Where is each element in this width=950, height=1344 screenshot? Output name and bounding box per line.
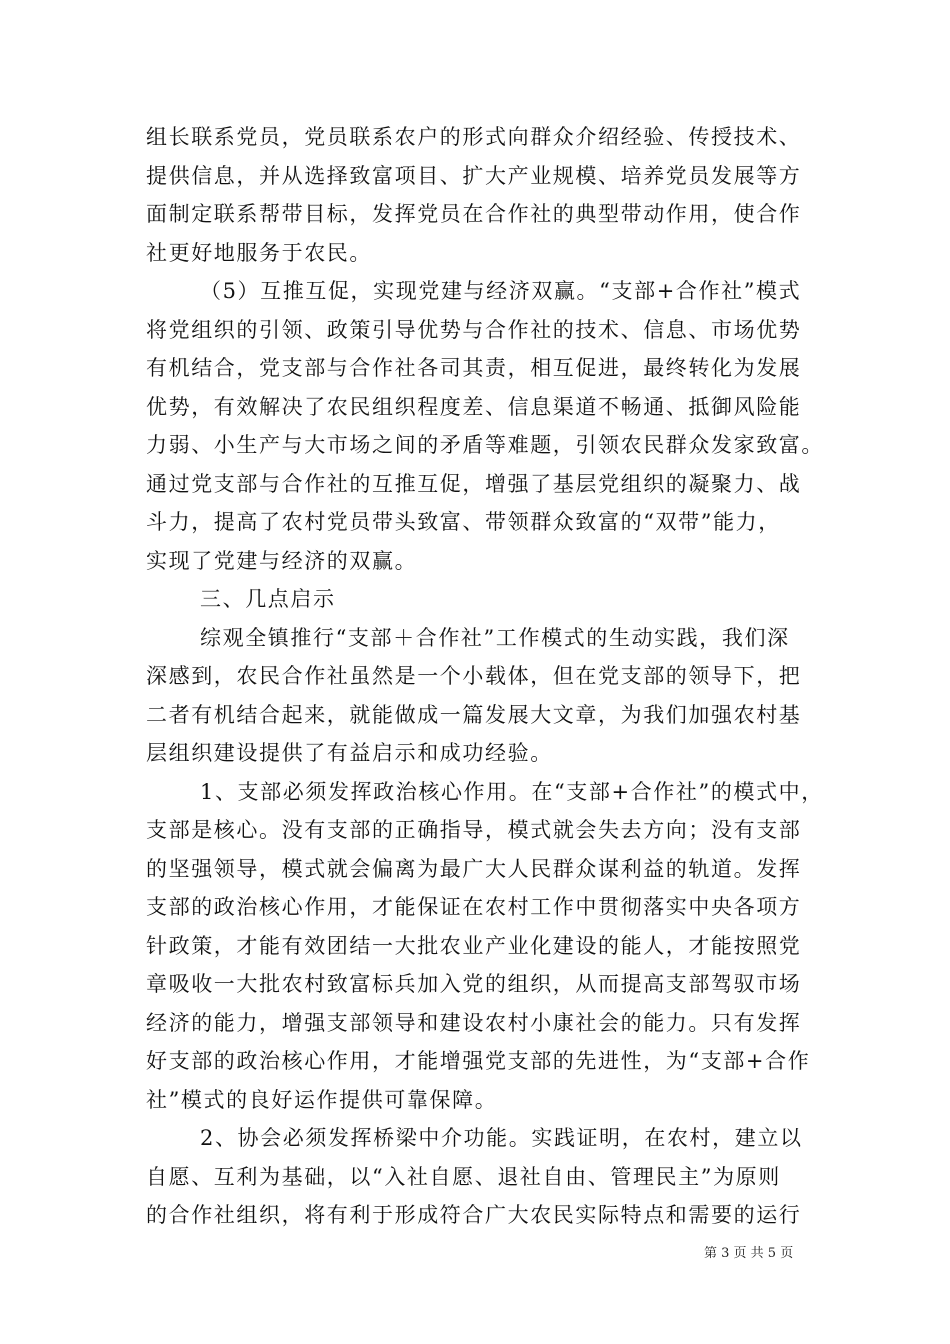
paragraph-start-line: 2、协会必须发挥桥梁中介功能。实践证明，在农村，建立以 (200, 1126, 803, 1150)
text-line: 针政策，才能有效团结一大批农业产业化建设的能人，才能按照党 (146, 933, 802, 958)
text-line: 二者有机结合起来，就能做成一篇发展大文章，为我们加强农村基 (146, 702, 802, 727)
text-line: 的坚强领导，模式就会偏离为最广大人民群众谋利益的轨道。发挥 (146, 856, 802, 881)
text-line: 深感到，农民合作社虽然是一个小载体，但在党支部的领导下，把 (146, 664, 802, 688)
paragraph-start-line: 综观全镇推行“支部＋合作社”工作模式的生动实践，我们深 (200, 625, 790, 650)
text-line: 有机结合，党支部与合作社各司其责，相互促进，最终转化为发展 (146, 356, 802, 380)
text-line: 自愿、互利为基础，以“入社自愿、退社自由、管理民主”为原则 (146, 1164, 781, 1189)
text-line: 的合作社组织，将有利于形成符合广大农民实际特点和需要的运行 (146, 1203, 802, 1227)
text-line: 提供信息，并从选择致富项目、扩大产业规模、培养党员发展等方 (146, 163, 802, 188)
text-line: 优势，有效解决了农民组织程度差、信息渠道不畅通、抵御风险能 (146, 394, 802, 419)
text-line: 支部是核心。没有支部的正确指导，模式就会失去方向；没有支部 (146, 818, 802, 842)
text-line: 组长联系党员，党员联系农户的形式向群众介绍经验、传授技术、 (146, 125, 802, 149)
section-heading: 三、几点启示 (200, 587, 336, 611)
paragraph-start-line: 1、支部必须发挥政治核心作用。在“支部+合作社”的模式中， (200, 779, 824, 804)
paragraph-start-line: （5）互推互促，实现党建与经济双赢。“支部+合作社”模式 (200, 279, 802, 303)
text-line: 斗力，提高了农村党员带头致富、带领群众致富的“双带”能力， (146, 510, 781, 534)
document-body (146, 118, 824, 1235)
page-number: 第 3 页 共 5 页 (704, 1246, 794, 1261)
text-line: 好支部的政治核心作用，才能增强党支部的先进性，为“支部+合作 (146, 1049, 811, 1073)
text-line: 经济的能力，增强支部领导和建设农村小康社会的能力。只有发挥 (146, 1010, 802, 1035)
text-line: 将党组织的引领、政策引导优势与合作社的技术、信息、市场优势 (146, 317, 802, 342)
text-line: 实现了党建与经济的双赢。 (146, 548, 418, 573)
text-line: 社”模式的良好运作提供可靠保障。 (146, 1087, 498, 1112)
text-line: 面制定联系帮带目标，发挥党员在合作社的典型带动作用，使合作 (146, 202, 802, 226)
text-line: 章吸收一大批农村致富标兵加入党的组织，从而提高支部驾驭市场 (146, 972, 802, 996)
text-line: 支部的政治核心作用，才能保证在农村工作中贯彻落实中央各项方 (146, 895, 802, 919)
text-line: 力弱、小生产与大市场之间的矛盾等难题，引领农民群众发家致富。 (146, 433, 824, 457)
text-line: 层组织建设提供了有益启示和成功经验。 (146, 741, 553, 765)
text-line: 社更好地服务于农民。 (146, 240, 372, 265)
text-line: 通过党支部与合作社的互推互促，增强了基层党组织的凝聚力、战 (146, 471, 802, 496)
